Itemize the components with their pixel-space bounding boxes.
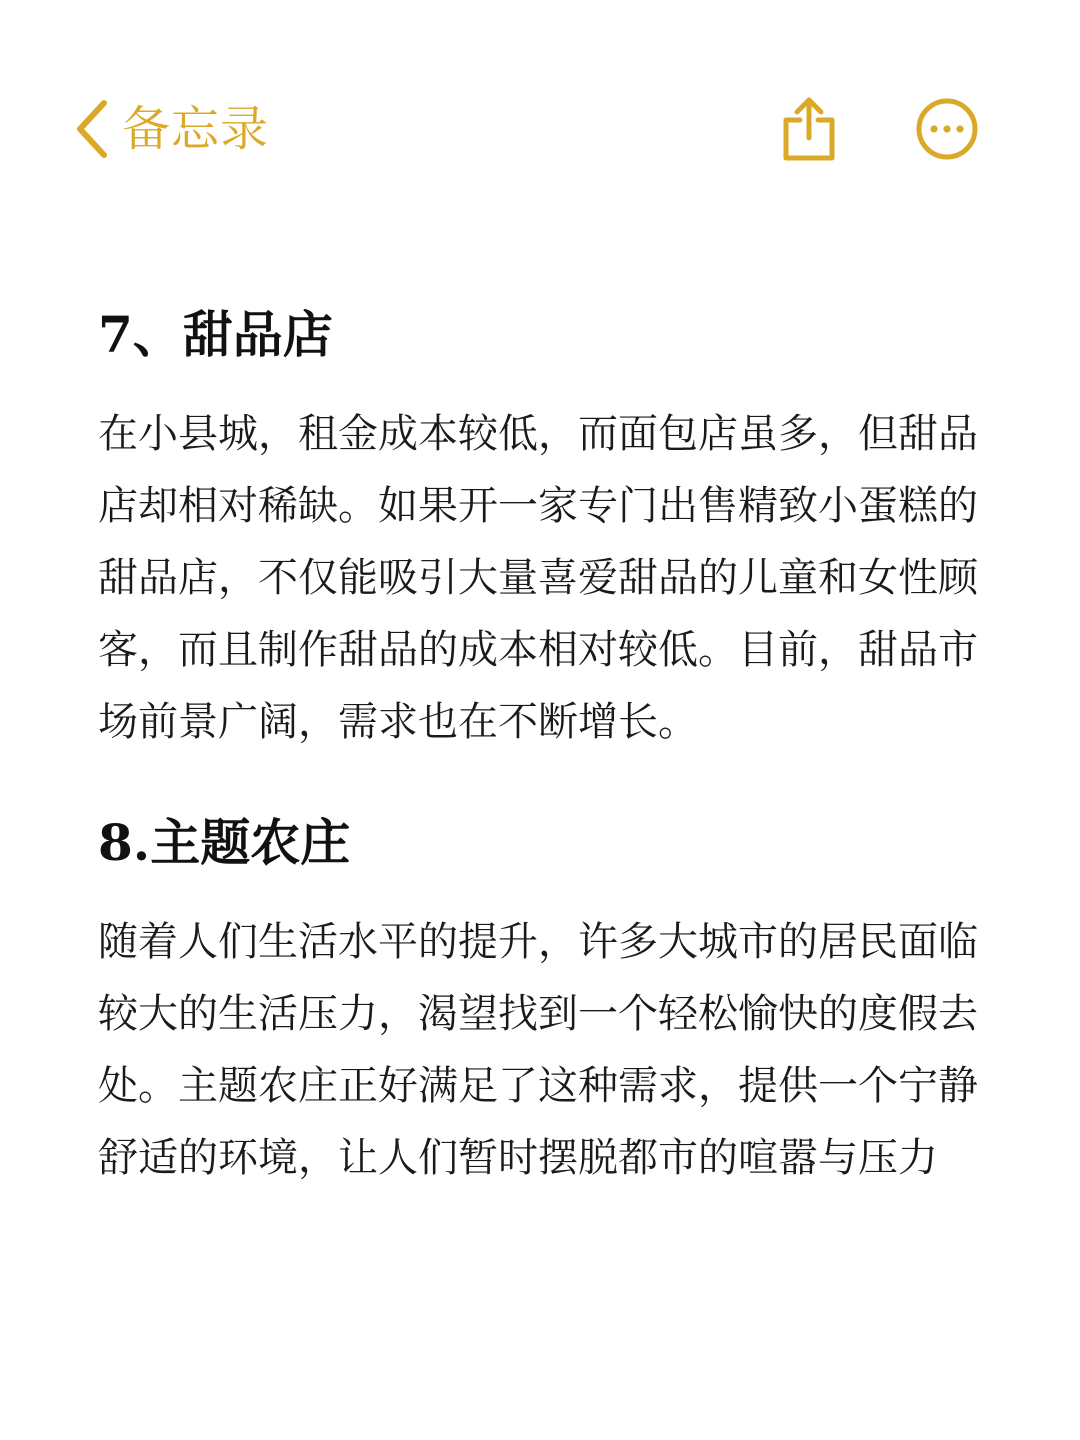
note-section [98,290,1008,758]
section-heading: 7、甜品店 [98,305,333,364]
section-heading: 8.主题农庄 [98,813,351,872]
note-content[interactable] [98,290,1008,1234]
back-button[interactable] [74,96,269,162]
share-icon [776,94,842,164]
back-label: 备忘录 [122,101,270,157]
navigation-bar [0,0,1080,240]
note-section [98,798,1008,1194]
section-paragraph: 在小县城，租金成本较低，而面包店虽多，但甜品店却相对稀缺。如果开一家专门出售精致小蛋糕的甜品店，不仅能吸引大量喜爱甜品的儿童和女性顾客，而且制作甜品的成本相对较低。目前，甜品市场前景广阔，需求也在不断增长。 [98,411,978,745]
section-paragraph: 随着人们生活水平的提升，许多大城市的居民面临较大的生活压力，渴望找到一个轻松愉快的度假去处。主题农庄正好满足了这种需求，提供一个宁静舒适的环境，让人们暂时摆脱都市的喧嚣与压力 [98,919,978,1181]
more-button[interactable] [914,96,980,162]
chevron-left-icon [74,99,110,159]
share-button[interactable] [776,94,842,164]
more-icon [914,96,980,162]
